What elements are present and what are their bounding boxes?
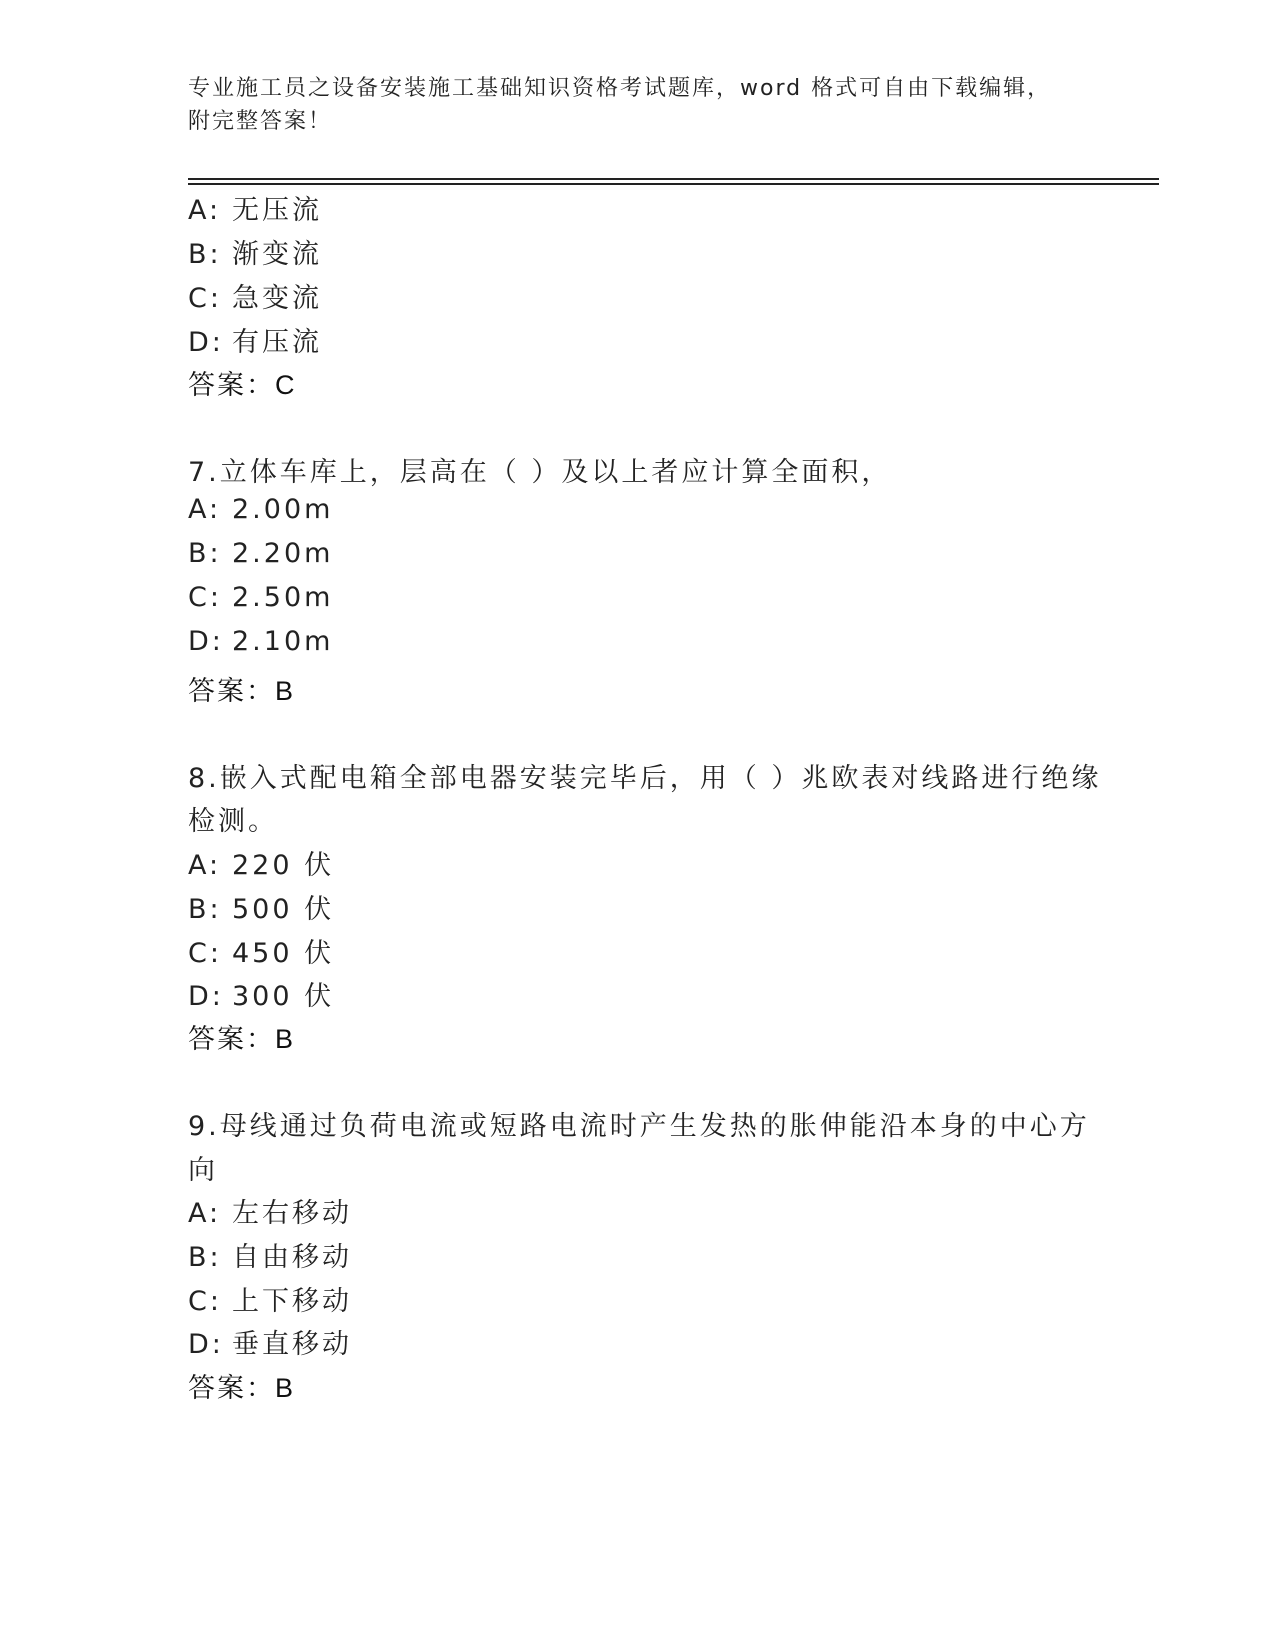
option-text: 2.00m bbox=[232, 494, 334, 525]
option-key: C: bbox=[188, 1286, 222, 1317]
option-key: B: bbox=[188, 538, 222, 569]
option-key: B: bbox=[188, 894, 222, 925]
document-header bbox=[188, 72, 1088, 138]
option-text: 500 伏 bbox=[232, 894, 335, 925]
option-key: B: bbox=[188, 239, 222, 270]
q8-stem-line-1: 8.嵌入式配电箱全部电器安装完毕后，用（ ）兆欧表对线路进行绝缘 bbox=[188, 763, 1102, 794]
option-key: D: bbox=[188, 1329, 224, 1360]
option-key: A: bbox=[188, 1198, 222, 1229]
option-text: 300 伏 bbox=[232, 981, 335, 1012]
q9-option-b bbox=[188, 1235, 352, 1274]
option-text: 上下移动 bbox=[232, 1286, 352, 1317]
q6-option-a bbox=[188, 188, 322, 227]
q6-answer: 答案：C bbox=[188, 370, 297, 400]
q9-answer: 答案：B bbox=[188, 1373, 296, 1403]
option-text: 垂直移动 bbox=[232, 1329, 352, 1360]
option-text: 2.10m bbox=[232, 626, 334, 657]
option-text: 220 伏 bbox=[232, 850, 335, 881]
q8-option-d bbox=[188, 974, 334, 1013]
option-key: A: bbox=[188, 494, 222, 525]
q7-option-d bbox=[188, 626, 333, 657]
option-key: A: bbox=[188, 850, 222, 881]
q9-stem-line-1: 9.母线通过负荷电流或短路电流时产生发热的胀伸能沿本身的中心方 bbox=[188, 1111, 1090, 1142]
option-text: 急变流 bbox=[232, 283, 322, 314]
option-key: D: bbox=[188, 327, 224, 358]
q8-option-b bbox=[188, 887, 334, 926]
q7-stem: 7.立体车库上，层高在（ ）及以上者应计算全面积， bbox=[188, 457, 892, 488]
q6-option-b bbox=[188, 232, 322, 271]
q9-option-a bbox=[188, 1191, 352, 1230]
header-rule-top bbox=[188, 178, 1159, 180]
option-key: C: bbox=[188, 938, 222, 969]
q8-answer: 答案：B bbox=[188, 1024, 296, 1054]
option-key: B: bbox=[188, 1242, 222, 1273]
option-text: 2.20m bbox=[232, 538, 334, 569]
option-text: 450 伏 bbox=[232, 938, 335, 969]
q8-option-a bbox=[188, 843, 334, 882]
header-rule-bottom bbox=[188, 183, 1159, 185]
q8-option-c bbox=[188, 931, 334, 970]
option-text: 2.50m bbox=[232, 582, 334, 613]
q7-option-b bbox=[188, 538, 333, 569]
option-key: C: bbox=[188, 283, 222, 314]
option-text: 自由移动 bbox=[232, 1242, 352, 1273]
option-text: 无压流 bbox=[232, 195, 322, 226]
q9-option-d bbox=[188, 1322, 352, 1361]
option-text: 渐变流 bbox=[232, 239, 322, 270]
option-key: D: bbox=[188, 981, 224, 1012]
option-text: 有压流 bbox=[232, 327, 322, 358]
header-line-1: 专业施工员之设备安装施工基础知识资格考试题库，word 格式可自由下载编辑， bbox=[188, 76, 1052, 101]
q7-answer: 答案：B bbox=[188, 676, 296, 706]
option-key: C: bbox=[188, 582, 222, 613]
q9-option-c bbox=[188, 1279, 352, 1318]
option-key: A: bbox=[188, 195, 222, 226]
q9-stem-line-2: 向 bbox=[188, 1155, 218, 1186]
q7-option-a bbox=[188, 494, 333, 525]
q8-stem-line-2: 检测。 bbox=[188, 806, 278, 837]
q6-option-d bbox=[188, 320, 322, 359]
q7-option-c bbox=[188, 582, 333, 613]
option-text: 左右移动 bbox=[232, 1198, 352, 1229]
option-key: D: bbox=[188, 626, 224, 657]
header-line-2: 附完整答案！ bbox=[188, 109, 333, 134]
q6-option-c bbox=[188, 276, 322, 315]
